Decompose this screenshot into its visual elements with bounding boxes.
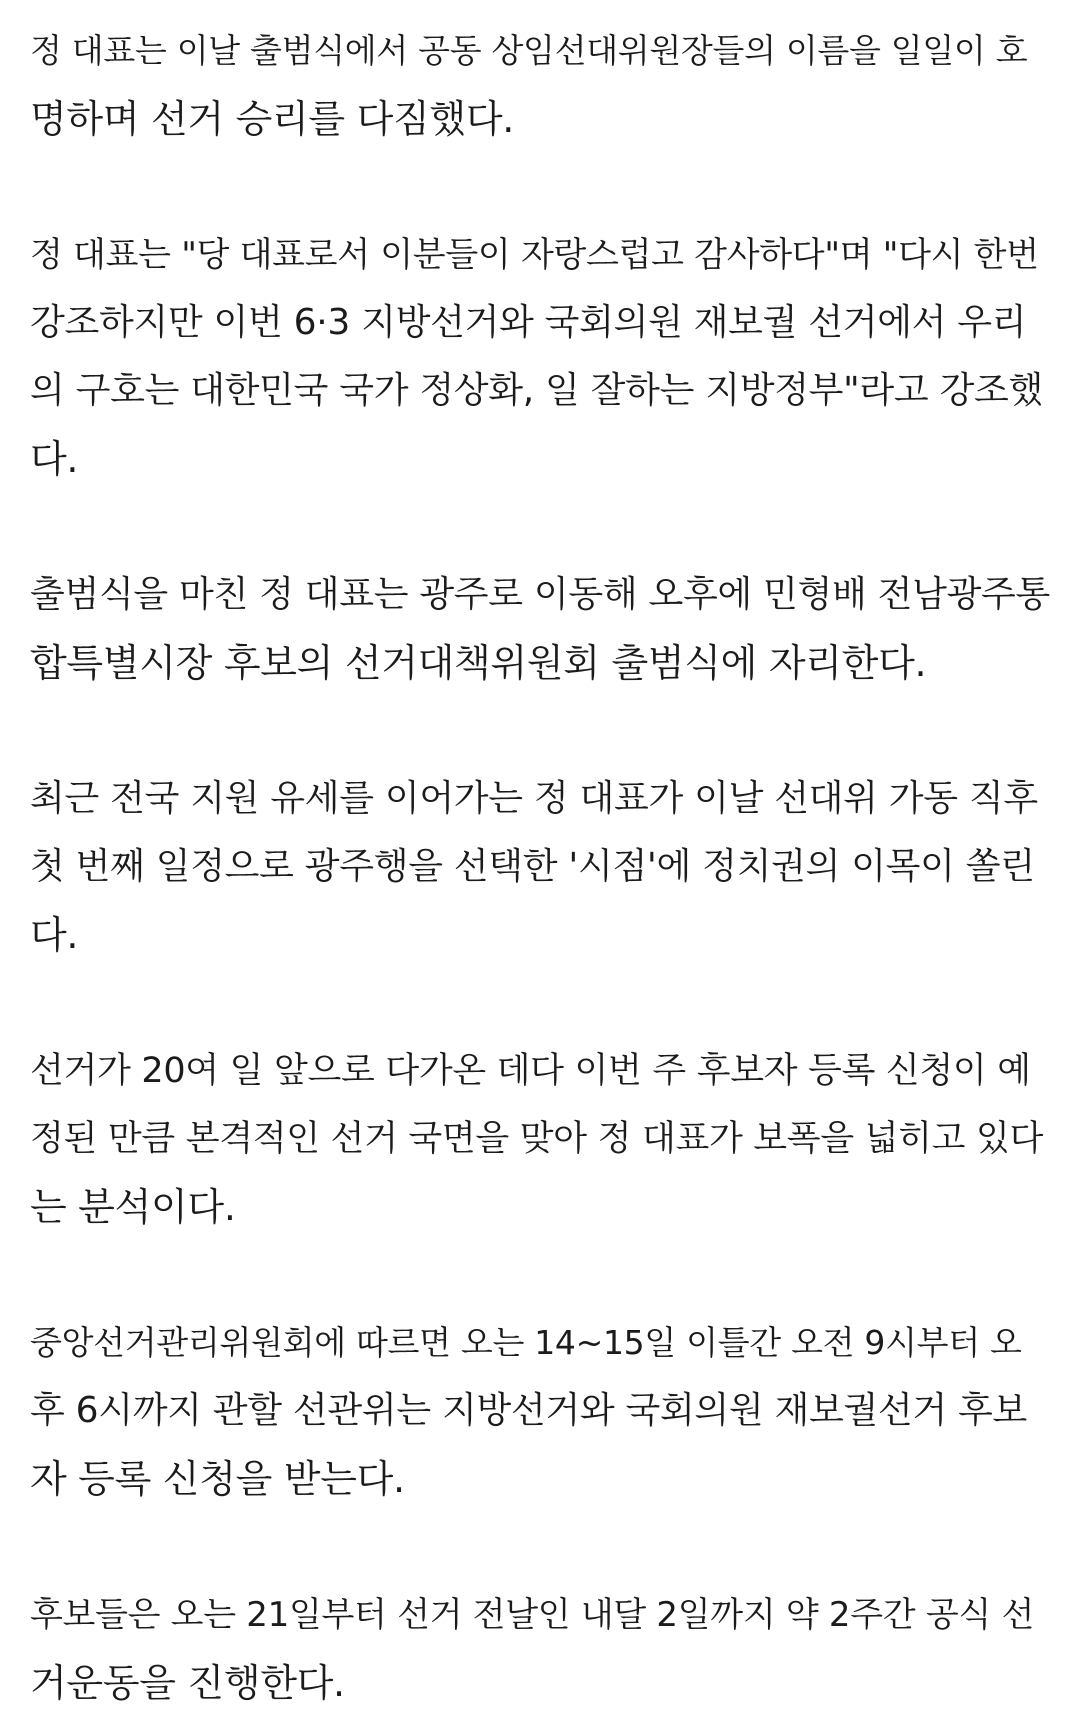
text-line: 출범식을 마친 정 대표는 광주로 이동해 오후에 민형배 전남광주통 [30,574,1050,615]
text-line: 는 분석이다. [30,1185,236,1229]
article-body [30,0,1050,1717]
text-line: 강조하지만 이번 6·3 지방선거와 국회의원 재보궐 선거에서 우리 [30,302,1027,343]
text-line: 최근 전국 지원 유세를 이어가는 정 대표가 이날 선대위 가동 직후 [30,778,1038,819]
paragraph-quote [30,221,1050,493]
paragraph-campaign [30,1581,1050,1717]
text-line: 다. [30,437,79,481]
paragraph-gap [30,1241,1050,1309]
text-line: 다. [30,913,79,957]
paragraph-gap [30,1513,1050,1581]
paragraph-registration [30,1309,1050,1513]
text-line: 정된 만큼 본격적인 선거 국면을 맞아 정 대표가 보폭을 넓히고 있다 [30,1119,1044,1159]
text-line: 후 6시까지 관할 선관위는 지방선거와 국회의원 재보궐선거 후보 [30,1390,1027,1431]
text-line: 정 대표는 이날 출범식에서 공동 상임선대위원장들의 이름을 일일이 호 [30,31,1028,70]
top-spacer [30,0,1050,17]
text-line: 첫 번째 일정으로 광주행을 선택한 '시점'에 정치권의 이목이 쏠린 [30,846,1035,887]
text-line: 후보들은 오는 21일부터 선거 전날인 내달 2일까지 약 2주간 공식 선 [30,1595,1035,1635]
paragraph-gap [30,153,1050,221]
text-line: 명하며 선거 승리를 다짐했다. [30,97,515,141]
text-line: 중앙선거관리위원회에 따르면 오는 14~15일 이틀간 오전 9시부터 오 [30,1323,1022,1362]
paragraph-gap [30,969,1050,1037]
paragraph-gap [30,697,1050,765]
text-line: 거운동을 진행한다. [30,1661,345,1705]
text-line: 의 구호는 대한민국 국가 정상화, 일 잘하는 지방정부"라고 강조했 [30,370,1043,411]
text-line: 정 대표는 "당 대표로서 이분들이 자랑스럽고 감사하다"며 "다시 한번 [30,235,1039,275]
text-line: 자 등록 신청을 받는다. [30,1457,405,1501]
paragraph-analysis [30,1037,1050,1241]
text-line: 합특별시장 후보의 선거대책위원회 출범식에 자리한다. [30,641,927,685]
paragraph-timing [30,765,1050,969]
paragraph-pledge [30,17,1050,153]
paragraph-gwangju-visit [30,561,1050,697]
paragraph-gap [30,493,1050,561]
text-line: 선거가 20여 일 앞으로 다가온 데다 이번 주 후보자 등록 신청이 예 [30,1051,1031,1091]
